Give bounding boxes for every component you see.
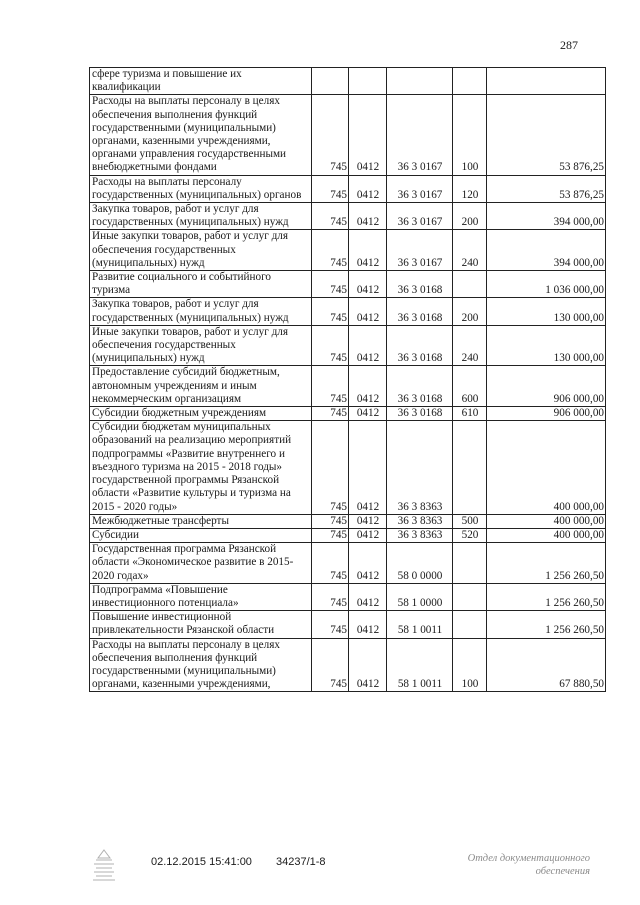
row-admin-code: 745 [312,611,349,638]
row-amount: 906 000,00 [487,407,606,421]
row-target-item: 36 3 8363 [387,528,453,542]
row-amount: 53 876,25 [487,175,606,202]
row-expense-type [453,611,487,638]
table-row [90,175,606,202]
row-amount: 1 256 260,50 [487,583,606,610]
row-target-item: 58 0 0000 [387,543,453,584]
row-amount: 67 880,50 [487,638,606,692]
row-section-code: 0412 [349,325,387,366]
row-name: Расходы на выплаты персоналу в целях обеспечения выполнения функций государственными (муниципальными) органами, казенными учреждениями, органами управления государственными внебюджетными фондами [90,95,312,175]
row-target-item: 58 1 0011 [387,611,453,638]
row-expense-type: 100 [453,638,487,692]
row-name: Субсидии бюджетам муниципальных образований на реализацию мероприятий подпрограммы «Развитие внутреннего и въездного туризма на 2015 - 2018 годы» государственной программы Рязанской области «Развитие культуры и туризма на 2015 - 2020 годы» [90,421,312,514]
table-row [90,298,606,325]
row-expense-type: 240 [453,230,487,271]
table-row [90,611,606,638]
row-admin-code [312,68,349,95]
row-section-code: 0412 [349,421,387,514]
row-section-code: 0412 [349,611,387,638]
row-section-code: 0412 [349,366,387,407]
table-row [90,68,606,95]
row-section-code: 0412 [349,271,387,298]
row-section-code: 0412 [349,638,387,692]
row-name: Межбюджетные трансферты [90,514,312,528]
table-row [90,95,606,175]
row-section-code: 0412 [349,514,387,528]
table-row [90,421,606,514]
row-amount: 400 000,00 [487,421,606,514]
row-section-code [349,68,387,95]
row-target-item: 36 3 0167 [387,95,453,175]
row-expense-type: 240 [453,325,487,366]
row-target-item: 36 3 8363 [387,514,453,528]
page-number: 287 [560,38,578,52]
budget-table-body [90,68,606,692]
row-amount: 1 256 260,50 [487,611,606,638]
row-name: Иные закупки товаров, работ и услуг для обеспечения государственных (муниципальных) нужд [90,325,312,366]
row-name: Государственная программа Рязанской области «Экономическое развитие в 2015-2020 годах» [90,543,312,584]
row-expense-type: 200 [453,203,487,230]
row-name: Закупка товаров, работ и услуг для государственных (муниципальных) нужд [90,298,312,325]
row-expense-type: 520 [453,528,487,542]
row-section-code: 0412 [349,583,387,610]
footer-department-stamp: Отдел документационного обеспечения [467,853,590,877]
table-row [90,583,606,610]
row-target-item [387,68,453,95]
row-admin-code: 745 [312,175,349,202]
row-expense-type [453,271,487,298]
row-target-item: 36 3 0168 [387,366,453,407]
row-amount: 1 036 000,00 [487,271,606,298]
row-name: Подпрограмма «Повышение инвестиционного потенциала» [90,583,312,610]
row-target-item: 36 3 0167 [387,230,453,271]
row-name: Расходы на выплаты персоналу в целях обеспечения выполнения функций государственными (муниципальными) органами, казенными учреждениями, [90,638,312,692]
row-admin-code: 745 [312,230,349,271]
row-admin-code: 745 [312,583,349,610]
row-section-code: 0412 [349,407,387,421]
row-admin-code: 745 [312,543,349,584]
table-row [90,325,606,366]
row-expense-type [453,583,487,610]
row-amount: 53 876,25 [487,95,606,175]
row-target-item: 36 3 8363 [387,421,453,514]
row-name: Закупка товаров, работ и услуг для государственных (муниципальных) нужд [90,203,312,230]
row-section-code: 0412 [349,543,387,584]
row-name: сфере туризма и повышение их квалификации [90,68,312,95]
row-target-item: 36 3 0168 [387,325,453,366]
row-amount: 906 000,00 [487,366,606,407]
row-amount: 394 000,00 [487,203,606,230]
row-name: Субсидии бюджетным учреждениям [90,407,312,421]
footer-registration-number: 34237/1-8 [276,856,326,868]
table-row [90,366,606,407]
row-admin-code: 745 [312,407,349,421]
row-amount: 130 000,00 [487,298,606,325]
row-name: Субсидии [90,528,312,542]
row-expense-type: 600 [453,366,487,407]
row-target-item: 58 1 0000 [387,583,453,610]
row-admin-code: 745 [312,514,349,528]
row-admin-code: 745 [312,528,349,542]
row-target-item: 58 1 0011 [387,638,453,692]
row-section-code: 0412 [349,528,387,542]
row-amount: 1 256 260,50 [487,543,606,584]
table-row [90,407,606,421]
row-expense-type: 100 [453,95,487,175]
row-target-item: 36 3 0168 [387,271,453,298]
row-name: Расходы на выплаты персоналу государственных (муниципальных) органов [90,175,312,202]
row-admin-code: 745 [312,271,349,298]
row-expense-type: 500 [453,514,487,528]
row-admin-code: 745 [312,638,349,692]
row-section-code: 0412 [349,95,387,175]
row-amount: 130 000,00 [487,325,606,366]
registry-stamp-icon [90,848,118,882]
row-section-code: 0412 [349,203,387,230]
table-row [90,230,606,271]
row-admin-code: 745 [312,421,349,514]
table-row [90,528,606,542]
row-section-code: 0412 [349,298,387,325]
row-name: Предоставление субсидий бюджетным, автономным учреждениям и иным некоммерческим организациям [90,366,312,407]
row-admin-code: 745 [312,325,349,366]
row-amount: 400 000,00 [487,514,606,528]
budget-table [89,67,606,692]
row-target-item: 36 3 0168 [387,298,453,325]
row-amount: 400 000,00 [487,528,606,542]
row-admin-code: 745 [312,95,349,175]
table-row [90,271,606,298]
row-name: Иные закупки товаров, работ и услуг для обеспечения государственных (муниципальных) нужд [90,230,312,271]
row-expense-type [453,543,487,584]
table-row [90,638,606,692]
row-expense-type: 610 [453,407,487,421]
row-admin-code: 745 [312,366,349,407]
row-amount [487,68,606,95]
table-row [90,543,606,584]
row-target-item: 36 3 0168 [387,407,453,421]
row-name: Повышение инвестиционной привлекательности Рязанской области [90,611,312,638]
row-section-code: 0412 [349,175,387,202]
row-admin-code: 745 [312,203,349,230]
row-target-item: 36 3 0167 [387,203,453,230]
row-admin-code: 745 [312,298,349,325]
table-row [90,514,606,528]
table-row [90,203,606,230]
row-amount: 394 000,00 [487,230,606,271]
row-expense-type [453,68,487,95]
row-expense-type: 200 [453,298,487,325]
row-section-code: 0412 [349,230,387,271]
row-target-item: 36 3 0167 [387,175,453,202]
footer-date: 02.12.2015 15:41:00 [151,856,252,868]
row-name: Развитие социального и событийного туризма [90,271,312,298]
row-expense-type: 120 [453,175,487,202]
row-expense-type [453,421,487,514]
